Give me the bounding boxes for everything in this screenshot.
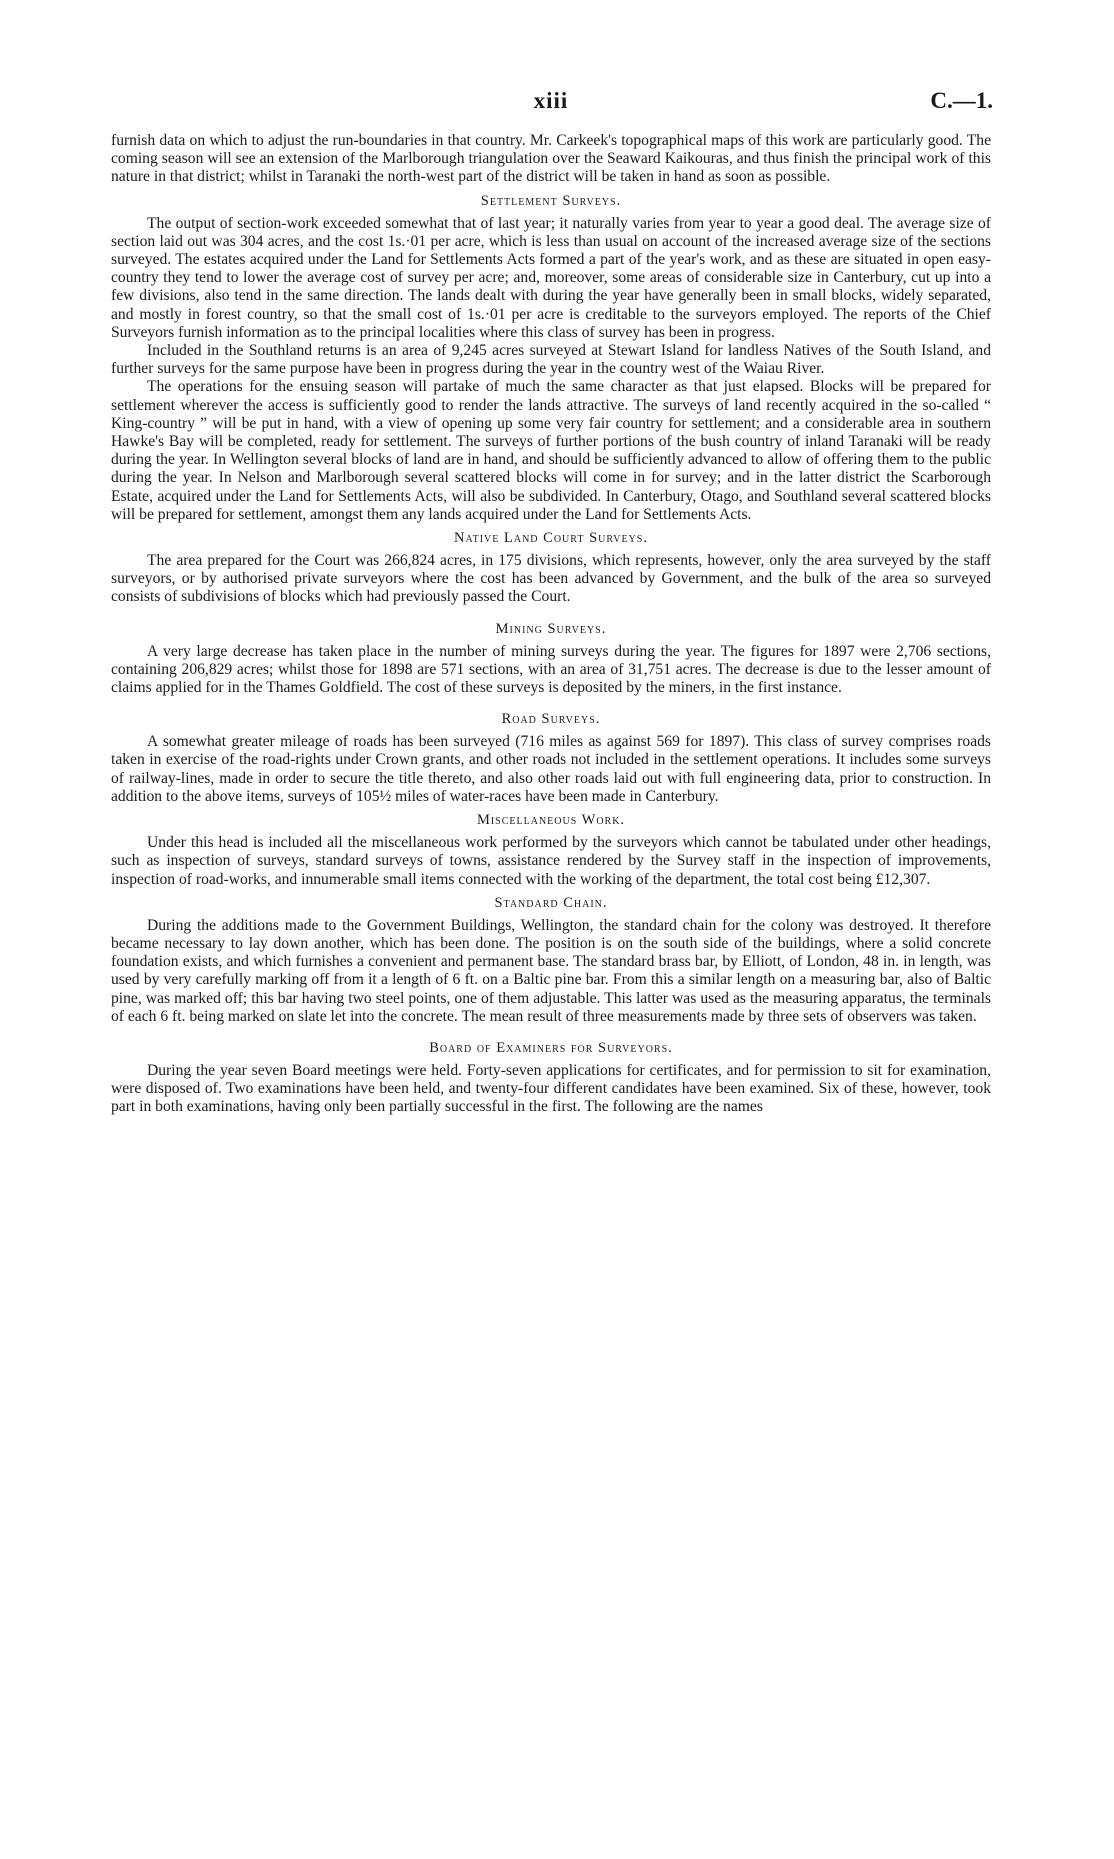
section-native-land-court-surveys <box>111 529 991 607</box>
section-settlement-surveys <box>111 192 991 524</box>
section-miscellaneous-work <box>111 811 991 889</box>
intro-paragraph: furnish data on which to adjust the run-boundaries in that country. Mr. Carkeek's topographical maps of this work are particularly good. The coming season will see an extension of the Marlborough triangulation over the Seaward Kaikouras, and thus finish the principal work of this nature in that district; whilst in Taranaki the north-west part of the district will be taken in hand as soon as possible. <box>111 132 991 186</box>
section-board-of-examiners <box>111 1039 991 1117</box>
page-header <box>111 88 991 122</box>
page-number: xiii <box>533 88 569 113</box>
section-heading-mining: Mining Surveys. <box>495 620 607 637</box>
section-heading-chain: Standard Chain. <box>494 894 608 911</box>
settlement-paragraph-1: The output of section-work exceeded somewhat that of last year; it naturally varies from year to year a good deal. The average size of section laid out was 304 acres, and the cost 1s.·01 per acre, which is less than usual on account of the increased average size of the sections surveyed. The estates acquired under the Land for Settlements Acts formed a part of the year's work, and as these are situated in open easy-country they tend to lower the average cost of survey per acre; and, moreover, some areas of considerable size in Canterbury, cut up into a few divisions, also tend in the same direction. The lands dealt with during the year have generally been in small blocks, widely separated, and mostly in forest country, so that the small cost of 1s.·01 per acre is creditable to the surveyors employed. The reports of the Chief Surveyors furnish information as to the principal localities where this class of survey has been in progress. <box>111 214 991 341</box>
section-heading-board: Board of Examiners for Surveyors. <box>429 1039 673 1056</box>
document-page <box>111 88 991 1117</box>
road-paragraph-1: A somewhat greater mileage of roads has been surveyed (716 miles as against 569 for 1897). This class of survey comprises roads taken in exercise of the road-rights under Crown grants, and other roads not included in the settlement operations. It includes some surveys of railway-lines, made in order to secure the title thereto, and also other roads laid out with full engineering data, prior to construction. In addition to the above items, surveys of 105½ miles of water-races have been made in Canterbury. <box>111 733 991 805</box>
section-heading-road: Road Surveys. <box>501 711 601 728</box>
section-road-surveys <box>111 710 991 806</box>
section-heading-settlement: Settlement Surveys. <box>480 192 622 209</box>
document-code: C.—1. <box>930 88 993 113</box>
board-paragraph-1: During the year seven Board meetings were held. Forty-seven applications for certificates, and for permission to sit for examination, were disposed of. Two examinations have been held, and twenty-four different candidates have been examined. Six of these, however, took part in both examinations, having only been partially successful in the first. The following are the names <box>111 1061 991 1116</box>
chain-paragraph-1: During the additions made to the Government Buildings, Wellington, the standard chain for the colony was destroyed. It therefore became necessary to lay down another, which has been done. The position is on the south side of the buildings, where a solid concrete foundation exists, and which furnishes a convenient and permanent base. The standard brass bar, by Elliott, of London, 48 in. in length, was used by very carefully marking off from it a length of 6 ft. on a Baltic pine bar. From this a similar length on a measuring bar, also of Baltic pine, was marked off; this bar having two steel points, one of them adjustable. This latter was used as the measuring apparatus, the terminals of each 6 ft. being marked on slate let into the concrete. The mean result of three measurements made by three sets of observers was taken. <box>111 916 991 1025</box>
misc-paragraph-1: Under this head is included all the miscellaneous work performed by the surveyors which cannot be tabulated under other headings, such as inspection of surveys, standard surveys of towns, assistance rendered by the Survey staff in the inspection of improvements, inspection of road-works, and innumerable small items connected with the working of the department, the total cost being £12,307. <box>111 834 991 888</box>
section-heading-native: Native Land Court Surveys. <box>454 530 648 547</box>
section-heading-misc: Miscellaneous Work. <box>476 812 626 829</box>
section-standard-chain <box>111 894 991 1026</box>
native-paragraph-1: The area prepared for the Court was 266,824 acres, in 175 divisions, which represents, however, only the area surveyed by the staff surveyors, or by authorised private surveyors where the cost has been advanced by Government, and the bulk of the area so surveyed consists of subdivisions of blocks which had previously passed the Court. <box>111 552 991 606</box>
mining-paragraph-1: A very large decrease has taken place in the number of mining surveys during the year. The figures for 1897 were 2,706 sections, containing 206,829 acres; whilst those for 1898 are 571 sections, with an area of 31,751 acres. The decrease is due to the lesser amount of claims applied for in the Thames Goldfield. The cost of these surveys is deposited by the miners, in the first instance. <box>111 642 991 697</box>
settlement-paragraph-2: Included in the Southland returns is an area of 9,245 acres surveyed at Stewart Island for landless Natives of the South Island, and further surveys for the same purpose have been in progress during the year in the country west of the Waiau River. <box>111 342 991 378</box>
section-mining-surveys <box>111 620 991 698</box>
settlement-paragraph-3: The operations for the ensuing season will partake of much the same character as that just elapsed. Blocks will be prepared for settlement wherever the access is sufficiently good to render the lands attractive. The surveys of land recently acquired in the so-called “ King-country ” will be put in hand, with a view of opening up some very fair country for settlement; and a considerable area in southern Hawke's Bay will be completed, ready for settlement. The surveys of further portions of the bush country of inland Taranaki will be ready during the year. In Wellington several blocks of land are in hand, and should be sufficiently advanced to allow of offering them to the public during the year. In Nelson and Marlborough several scattered blocks will come in for survey; and in the latter district the Scarborough Estate, acquired under the Land for Settlements Acts, will also be subdivided. In Canterbury, Otago, and Southland several scattered blocks will be prepared for settlement, amongst them any lands acquired under the Land for Settlements Acts. <box>111 378 991 523</box>
